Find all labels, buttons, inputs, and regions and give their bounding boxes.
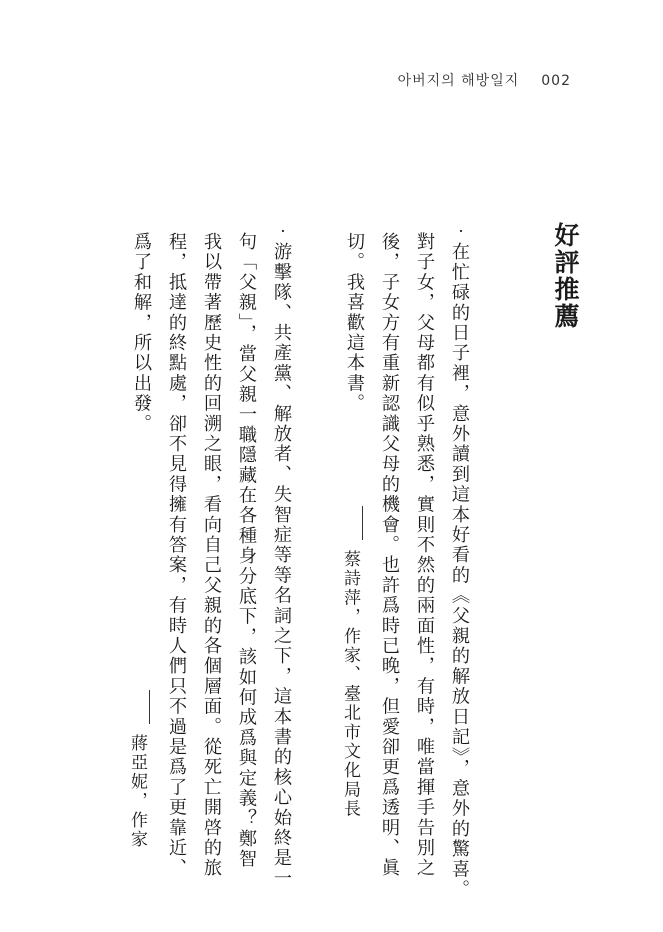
review-2-attribution <box>125 690 150 849</box>
review-2-line-2: 句「父親」，當父親一職隱藏在各種身分底下，該如何成爲與定義？鄭智 <box>236 232 257 870</box>
review-1-line-3: 後，子女方有重新認識父母的機會。也許爲時已晚，但愛卻更爲透明、眞 <box>379 232 400 879</box>
review-1-line-1: ‧在忙碌的日子裡，意外讀到這本好看的《父親的解放日記》，意外的驚喜。 <box>449 222 470 900</box>
review-2-attribution-text: 蔣亞妮，作家 <box>127 734 147 850</box>
em-dash <box>149 690 150 724</box>
book-title: 아버지의 해방일지 <box>397 73 520 89</box>
section-title: 好評推薦 <box>551 222 580 330</box>
review-2-line-1: ‧游擊隊、共產黨、解放者、失智症等等名詞之下，這本書的核心始終是一 <box>271 222 292 889</box>
review-2-line-3: 我以帶著歷史性的回溯之眼，看向自己父親的各個層面。從死亡開啓的旅 <box>201 232 222 879</box>
em-dash <box>362 506 363 540</box>
review-1-attribution-text: 蔡詩萍，作家、臺北市文化局長 <box>340 550 360 819</box>
review-1-line-4: 切。我喜歡這本書。 <box>344 232 365 414</box>
running-head <box>398 70 571 90</box>
review-2-line-5: 爲了和解，所以出發。 <box>131 232 152 434</box>
review-2-line-4: 程，抵達的終點處，卻不見得擁有答案，有時人們只不過是爲了更靠近、 <box>166 232 187 879</box>
page-number: 002 <box>541 73 571 89</box>
review-1-attribution <box>338 506 363 819</box>
review-1-line-2: 對子女，父母都有似乎熟悉，實則不然的兩面性，有時，唯當揮手告別之 <box>414 232 435 879</box>
